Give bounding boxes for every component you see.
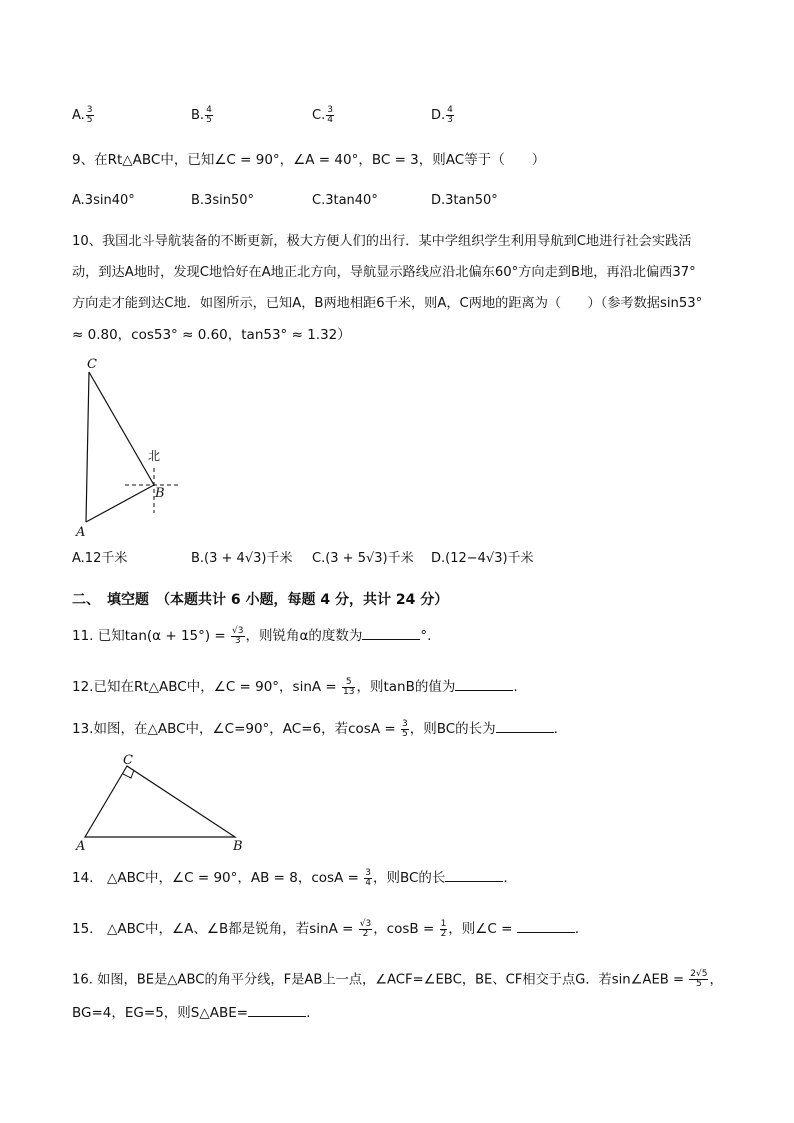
answer-blank[interactable] — [517, 918, 575, 933]
q10-option-d: D.(12−4√3)千米 — [431, 551, 534, 566]
q9-option-a: A.3sin40° — [72, 193, 135, 208]
q10-figure — [70, 350, 190, 540]
triangle-abc — [85, 766, 235, 837]
fraction — [205, 106, 213, 125]
q8-option-b — [191, 106, 214, 126]
numerator: 4 — [206, 105, 212, 115]
denominator: 2 — [362, 928, 369, 939]
fraction — [689, 970, 708, 989]
q10-line-2: 动，到达A地时，发现C地恰好在A地正北方向，导航显示路线应沿北偏东60°方向走到B地，再沿北偏西37° — [72, 265, 696, 280]
answer-blank[interactable] — [248, 1002, 306, 1017]
right-angle-mark — [123, 770, 134, 778]
label-b: B — [233, 839, 243, 854]
denominator: 4 — [327, 115, 333, 125]
fraction — [446, 106, 454, 125]
numerator: 4 — [447, 105, 453, 115]
q13-end: . — [553, 721, 558, 737]
q15-text: 15. △ABC中，∠A、∠B都是锐角，若sinA = — [72, 921, 358, 937]
q12-text: 12.已知在Rt△ABC中，∠C = 90°，sinA = — [72, 679, 342, 695]
denominator: 5 — [401, 728, 408, 739]
q13-figure — [70, 748, 260, 858]
q13-text: 13.如图，在△ABC中，∠C=90°，AC=6，若cosA = — [72, 721, 400, 737]
label-a: A — [76, 525, 86, 540]
q15-end: . — [574, 921, 580, 937]
q15 — [72, 918, 579, 939]
denominator: 4 — [365, 877, 371, 888]
option-prefix: D. — [431, 108, 446, 123]
answer-blank[interactable] — [455, 676, 513, 691]
q14-end: . — [503, 870, 508, 886]
answer-blank[interactable] — [496, 718, 554, 733]
q9-option-c: C.3tan40° — [312, 193, 378, 208]
q10-option-b: B.(3 + 4√3)千米 — [191, 551, 293, 566]
fraction — [86, 106, 94, 125]
denominator: 5 — [86, 115, 93, 125]
numerator: 1 — [440, 918, 447, 929]
side-ab — [86, 485, 154, 522]
q10-line-3: 方向走才能到达C地．如图所示，已知A，B两地相距6千米，则A，C两地的距离为（ ）（参考数据sin53° — [72, 296, 703, 311]
fraction — [401, 720, 409, 739]
q14-text-2: ，则BC的长 — [372, 870, 446, 886]
q11-text: 11. 已知tan(α + 15°) = — [72, 628, 231, 644]
denominator: 3 — [234, 635, 241, 646]
q13 — [72, 718, 558, 739]
q10-option-c: C.(3 + 5√3)千米 — [312, 551, 414, 566]
q11-text-2: ，则锐角α的度数为 — [245, 628, 363, 644]
label-b: B — [155, 486, 165, 501]
numerator: 3 — [327, 105, 333, 115]
option-prefix: C. — [312, 108, 326, 123]
q10-line-4: ≈ 0.80，cos53° ≈ 0.60，tan53° ≈ 1.32） — [72, 327, 351, 343]
q16-line-2 — [72, 1002, 310, 1023]
q16-line-1 — [72, 970, 723, 991]
q11-end: °. — [420, 628, 432, 644]
label-c: C — [123, 753, 133, 768]
q16-text-2: BG=4，EG=5，则S△ABE= — [72, 1005, 249, 1021]
section-title: 二、 填空题 （本题共计 6 小题，每题 4 分，共计 24 分） — [72, 592, 449, 608]
fraction — [342, 678, 355, 697]
option-prefix: A. — [72, 108, 85, 123]
numerator: √3 — [232, 625, 244, 636]
side-ac — [86, 372, 89, 522]
q14 — [72, 867, 508, 888]
fraction — [359, 920, 372, 939]
denominator: 5 — [206, 115, 212, 125]
numerator: 3 — [365, 867, 371, 878]
q14-text: 14. △ABC中，∠C = 90°，AB = 8，cosA = — [72, 870, 364, 886]
label-c: C — [87, 357, 97, 372]
numerator: 3 — [86, 105, 93, 115]
q16-text-end: ， — [709, 972, 723, 988]
q12-end: . — [513, 679, 518, 695]
q11 — [72, 625, 431, 646]
numerator: 5 — [342, 678, 355, 688]
q8-option-a — [72, 106, 95, 126]
denominator: 2 — [440, 928, 447, 939]
numerator: 2√5 — [690, 969, 708, 979]
q8-option-d — [431, 106, 455, 126]
answer-blank[interactable] — [445, 867, 503, 882]
q10-option-a: A.12千米 — [72, 551, 128, 566]
fraction — [231, 627, 244, 646]
numerator: 3 — [401, 718, 408, 729]
denominator: 5 — [696, 979, 702, 989]
q16-end: . — [306, 1005, 311, 1021]
q9-option-b: B.3sin50° — [191, 193, 254, 208]
denominator: 3 — [447, 115, 453, 125]
q13-text-2: ，则BC的长为 — [409, 721, 496, 737]
q9-option-d: D.3tan50° — [431, 193, 498, 208]
q12-text-2: ，则tanB的值为 — [356, 679, 456, 695]
fraction-2 — [440, 920, 448, 939]
label-north: 北 — [148, 449, 161, 463]
q15-text-2: ，则∠C = — [448, 921, 517, 937]
q10-line-1: 10、我国北斗导航装备的不断更新，极大方便人们的出行．某中学组织学生利用导航到C地进行社会实践活 — [72, 234, 692, 249]
q16-text: 16. 如图，BE是△ABC的角平分线，F是AB上一点，∠ACF=∠EBC，BE、CF相交于点G．若sin∠AEB = — [72, 972, 689, 988]
fraction — [364, 869, 372, 888]
side-cb — [89, 372, 154, 485]
denominator: 13 — [343, 686, 355, 697]
q9-stem: 9、在Rt△ABC中，已知∠C = 90°，∠A = 40°，BC = 3，则AC等于（ ） — [72, 152, 546, 168]
q8-option-c — [312, 106, 335, 126]
option-prefix: B. — [191, 108, 205, 123]
q15-text-mid: ，cosB = — [373, 921, 439, 937]
fraction — [326, 106, 334, 125]
q12 — [72, 676, 518, 697]
label-a: A — [76, 839, 86, 854]
answer-blank[interactable] — [362, 625, 420, 640]
numerator: √3 — [359, 918, 372, 929]
